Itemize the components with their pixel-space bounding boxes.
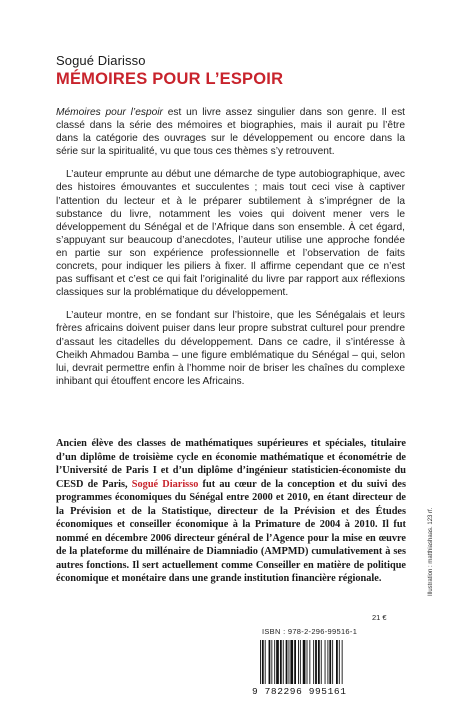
barcode-graphic — [258, 640, 378, 684]
illustration-credit: Illustration : matthiashaas. 123 rf. — [428, 507, 434, 596]
isbn-label: ISBN : 978-2-296-99516-1 — [262, 627, 358, 636]
blurb-paragraph-2: L’auteur emprunte au début une démarche de type autobiographique, avec des histoires émouvantes et succulentes ; mais tout ceci vise à captiver l’attention du lecteur et à le préparer subtilement à s’imprégner de la substance du livre, notamment les voies qui doivent mener vers le développement du Sénégal et de l’Afrique dans son ensemble. À cet égard, s’appuyant sur beaucoup d’anecdotes, l’auteur utilise une approche fondée en partie sur son expérience professionnelle et l’observation de faits concrets, pour indiquer les piliers à fixer. Il affirme cependant que ce n’est pas suffisant et c’est ce qui fait l’originalité du livre par rapport aux réflexions classiques sur la problématique du développement. — [56, 169, 405, 299]
blurb-text — [56, 106, 405, 398]
bio-author-name: Sogué Diarisso — [131, 478, 199, 490]
book-title: MÉMOIRES POUR L’ESPOIR — [56, 70, 284, 88]
price-label: 21 € — [372, 613, 387, 622]
author-bio — [56, 437, 406, 586]
bio-text-start: Ancien élève des classes de mathématiques supérieures et spéciales, titulaire d’un diplôme de troisième cycle en économie mathématique et économétrie de l’Université de Paris I et d’un diplôme d’ingénieur statisticien-économiste du CESD de Paris, — [56, 438, 406, 490]
blurb-paragraph-3: L’auteur montre, en se fondant sur l’histoire, que les Sénégalais et leurs frères africains doivent puiser dans leur propre substrat culturel pour prendre d’assaut les citadelles du développement. Dans ce cadre, il s’intéresse à Cheikh Ahmadou Bamba – une figure emblématique du Sénégal – qui, selon lui, devrait permettre enfin à l’homme noir de briser les chaînes du complexe inhibant qui étouffent encore les Africains. — [56, 310, 405, 387]
bio-text-end: fut au cœur de la conception et du suivi des programmes économiques du Sénégal entre 2000 et 2010, en étant directeur de la Prévision et de la Statistique, directeur de la Prévision et des Études économiques et conseiller économique à la Primature de 2004 à 2010. Il fut nommé en décembre 2006 directeur général de l’Agence pour la mise en œuvre de la plateforme du millénaire de Diamniadio (AMPMD) cumulativement à ses autres fonctions. Il sert actuellement comme Conseiller en matière de politique économique et monétaire dans une grande institution financière régionale. — [56, 478, 407, 584]
blurb-p1-text: est un livre assez singulier dans son genre. Il est classé dans la série des mémoires et biographies, mais il aurait pu l’être dans la catégorie des ouvrages sur le développement ou encore dans la série sur la spiritualité, vu que tous ces thèmes s’y retrouvent. — [56, 107, 406, 158]
barcode-number: 9 782296 995161 — [252, 686, 347, 697]
blurb-paragraph-1 — [56, 106, 405, 158]
author-name: Sogué Diarisso — [56, 53, 146, 68]
blurb-title-italic: Mémoires pour l’espoir — [56, 107, 163, 118]
